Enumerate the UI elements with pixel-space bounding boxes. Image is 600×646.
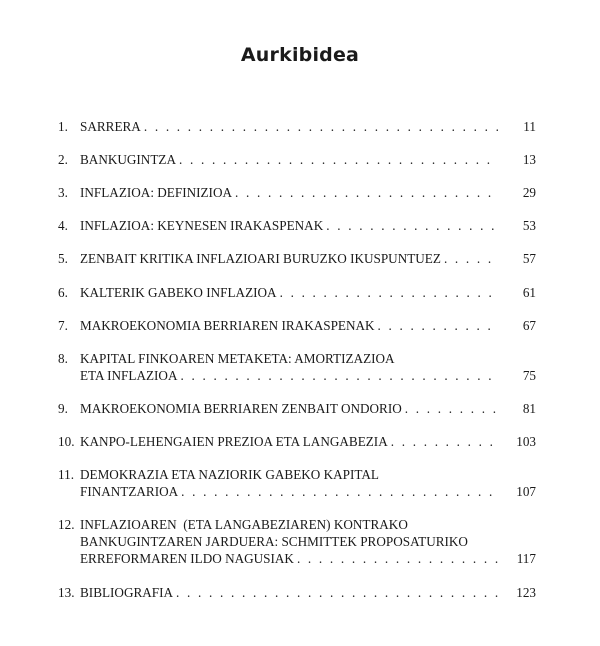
toc-entry-1 bbox=[58, 118, 536, 135]
toc-entry-page: 53 bbox=[522, 218, 536, 233]
toc-entry-title: KANPO-LEHENGAIEN PREZIOA ETA LANGABEZIA bbox=[80, 434, 388, 449]
toc-entry-title: INFLAZIOA: DEFINIZIOA bbox=[80, 185, 232, 200]
toc-entry-title: MAKROEKONOMIA BERRIAREN ZENBAIT ONDORIO bbox=[80, 401, 402, 416]
toc-entry-title-continued: ETA INFLAZIOA bbox=[80, 368, 178, 383]
toc-entry-page: 123 bbox=[516, 585, 536, 600]
toc-entry-page: 11 bbox=[523, 119, 536, 134]
toc-entry-title: DEMOKRAZIA ETA NAZIORIK GABEKO KAPITAL bbox=[80, 467, 379, 482]
toc-entry-page: 61 bbox=[522, 285, 536, 300]
toc-entry-8 bbox=[58, 350, 536, 384]
toc-entry-7 bbox=[58, 317, 536, 334]
toc-entry-number: 13. bbox=[58, 585, 75, 600]
toc-entry-number: 11. bbox=[58, 467, 74, 482]
dot-leader bbox=[391, 433, 498, 450]
dot-leader bbox=[176, 584, 498, 601]
toc-entry-13 bbox=[58, 584, 536, 601]
dot-leader bbox=[297, 550, 498, 567]
toc-entry-11 bbox=[58, 466, 536, 500]
dot-leader bbox=[378, 317, 498, 334]
toc-entry-number: 12. bbox=[58, 517, 75, 532]
toc-entry-number: 1. bbox=[58, 119, 68, 134]
toc-entry-6 bbox=[58, 284, 536, 301]
toc-entry-page: 57 bbox=[522, 251, 536, 266]
toc-entry-number: 5. bbox=[58, 251, 68, 266]
toc-entry-number: 8. bbox=[58, 351, 68, 366]
toc-entry-title: ZENBAIT KRITIKA INFLAZIOARI BURUZKO IKUSPUNTUEZ bbox=[80, 251, 441, 266]
toc-entry-page: 13 bbox=[522, 152, 536, 167]
toc-entry-number: 3. bbox=[58, 185, 68, 200]
toc-entry-title: KALTERIK GABEKO INFLAZIOA bbox=[80, 285, 277, 300]
toc-entry-3 bbox=[58, 184, 536, 201]
toc-entry-title-continued: BANKUGINTZAREN JARDUERA: SCHMITTEK PROPOSATURIKO bbox=[80, 534, 468, 549]
dot-leader bbox=[179, 151, 498, 168]
toc-entry-page: 67 bbox=[522, 318, 536, 333]
dot-leader bbox=[235, 184, 498, 201]
dot-leader bbox=[144, 118, 498, 135]
dot-leader bbox=[326, 217, 498, 234]
toc-entry-page: 103 bbox=[516, 434, 536, 449]
toc-entry-page: 107 bbox=[516, 484, 536, 499]
toc-entry-number: 7. bbox=[58, 318, 68, 333]
toc-entry-title: INFLAZIOA: KEYNESEN IRAKASPENAK bbox=[80, 218, 324, 233]
dot-leader bbox=[444, 250, 498, 267]
toc-entry-title-continued: FINANTZARIOA bbox=[80, 484, 179, 499]
dot-leader bbox=[181, 483, 498, 500]
toc-entry-5 bbox=[58, 250, 536, 267]
toc-entry-page: 117 bbox=[516, 551, 536, 566]
toc-entry-number: 4. bbox=[58, 218, 68, 233]
toc-entry-page: 81 bbox=[522, 401, 536, 416]
toc-entry-number: 2. bbox=[58, 152, 68, 167]
toc-entry-title: INFLAZIOAREN (ETA LANGABEZIAREN) KONTRAKO bbox=[80, 517, 408, 532]
toc-entry-4 bbox=[58, 217, 536, 234]
toc-entry-page: 75 bbox=[522, 368, 536, 383]
toc-entry-title: BANKUGINTZA bbox=[80, 152, 176, 167]
toc-entry-title: SARRERA bbox=[80, 119, 141, 134]
toc-entry-10 bbox=[58, 433, 536, 450]
dot-leader bbox=[180, 367, 498, 384]
toc-entry-2 bbox=[58, 151, 536, 168]
toc-entry-title: MAKROEKONOMIA BERRIAREN IRAKASPENAK bbox=[80, 318, 375, 333]
toc-entry-number: 6. bbox=[58, 285, 68, 300]
toc-entry-number: 9. bbox=[58, 401, 68, 416]
toc-entry-title: KAPITAL FINKOAREN METAKETA: AMORTIZAZIOA bbox=[80, 351, 395, 366]
dot-leader bbox=[280, 284, 498, 301]
toc-entry-title: BIBLIOGRAFIA bbox=[80, 585, 174, 600]
toc-entry-number: 10. bbox=[58, 434, 75, 449]
toc-entry-12 bbox=[58, 516, 536, 567]
toc-entry-9 bbox=[58, 400, 536, 417]
toc-entry-page: 29 bbox=[522, 185, 536, 200]
page-title: Aurkibidea bbox=[240, 44, 360, 66]
toc-entry-title-continued: ERREFORMAREN ILDO NAGUSIAK bbox=[80, 551, 294, 566]
dot-leader bbox=[405, 400, 498, 417]
